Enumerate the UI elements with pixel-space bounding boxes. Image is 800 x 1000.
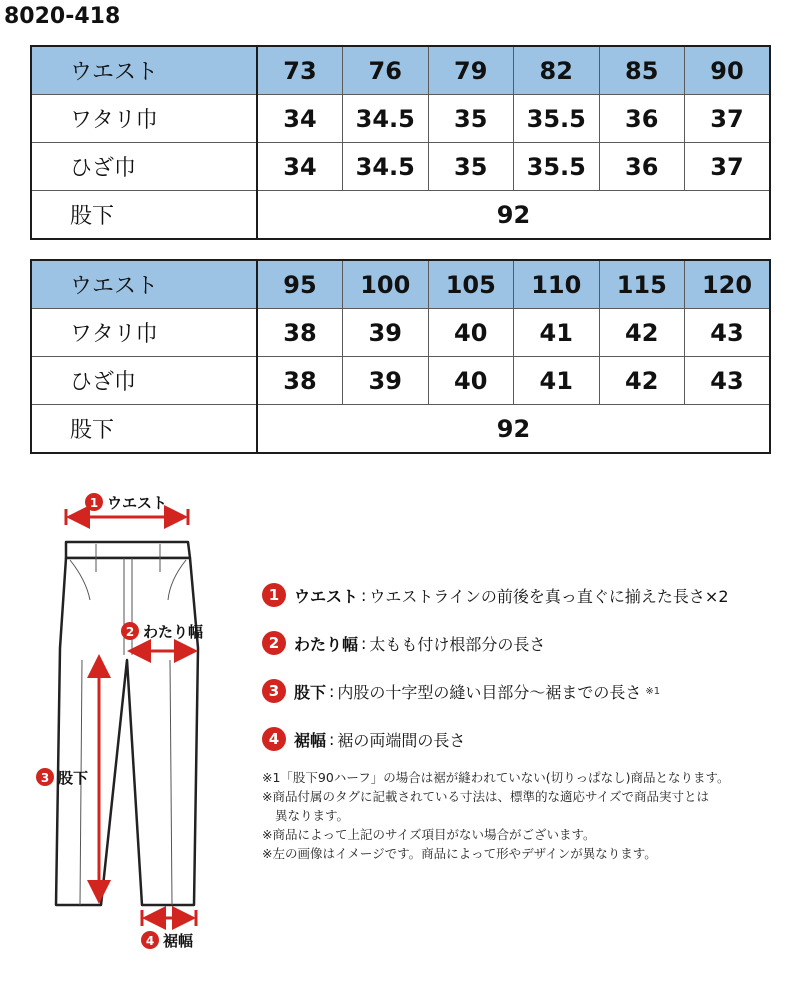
label-text: ウエスト [107,494,168,512]
label-text: わたり幅 [143,623,204,641]
note-2: ※商品付属のタグに記載されている寸法は、標準的な適応サイズで商品実寸とは [262,789,709,804]
cell: 90 [685,46,771,95]
cell: 42 [599,309,685,357]
legend-term: ウエスト [294,586,359,606]
cell: 34.5 [343,143,429,191]
legend-term: 股下 [294,682,327,702]
cell: 34 [257,95,343,143]
cell: 37 [685,95,771,143]
cell: 40 [428,309,514,357]
cell: 42 [599,357,685,405]
cell: 76 [343,46,429,95]
cell: 36 [599,95,685,143]
cell: 92 [257,191,770,240]
cell: 35.5 [514,95,600,143]
cell: 92 [257,405,770,454]
cell: 40 [428,357,514,405]
cell: 41 [514,357,600,405]
label-hem [141,931,193,950]
cell: 38 [257,357,343,405]
legend-term: わたり幅 [294,634,359,654]
cell: 82 [514,46,600,95]
label-inseam [36,768,88,787]
legend-separator: : [361,633,367,653]
notes [262,768,782,863]
cell: 35 [428,95,514,143]
label-num: 1 [89,496,99,510]
label-num: 4 [145,934,155,948]
row-label: ワタリ巾 [31,309,257,357]
table-row-knee [31,357,770,405]
label-num: 3 [40,771,50,785]
table-row-knee [31,143,770,191]
size-table-2 [30,259,771,454]
legend-separator: : [329,681,335,701]
legend-item-hem [262,727,792,751]
cell: 35.5 [514,143,600,191]
legend-separator: : [329,729,335,749]
cell: 79 [428,46,514,95]
legend-item-inseam [262,679,792,703]
cell: 34.5 [343,95,429,143]
legend-term: 裾幅 [294,730,327,750]
cell: 41 [514,309,600,357]
cell: 85 [599,46,685,95]
table-row-inseam [31,191,770,240]
cell: 43 [685,309,771,357]
cell: 43 [685,357,771,405]
row-label: ウエスト [31,46,257,95]
legend-item-thigh [262,631,792,655]
note-3: ※商品によって上記のサイズ項目がない場合がございます。 [262,827,596,842]
cell: 39 [343,309,429,357]
label-thigh [121,622,203,641]
note-2-continued: 異なります。 [275,808,350,823]
legend-description: 内股の十字型の縫い目部分〜裾までの長さ [337,682,642,702]
legend-description: ウエストラインの前後を真っ直ぐに揃えた長さ×2 [369,586,729,606]
cell: 35 [428,143,514,191]
row-label: ワタリ巾 [31,95,257,143]
table-row-inseam [31,405,770,454]
cell: 105 [428,260,514,309]
cell: 100 [343,260,429,309]
row-label: 股下 [31,191,257,240]
row-label: ひざ巾 [31,357,257,405]
number-circle-4: 4 [262,727,286,751]
number-circle-1: 1 [262,583,286,607]
size-table-1 [30,45,771,240]
cell: 39 [343,357,429,405]
table-row-thigh [31,309,770,357]
footnote-ref: ※1 [645,685,661,697]
cell: 95 [257,260,343,309]
label-text: 股下 [58,769,89,787]
cell: 115 [599,260,685,309]
legend-description: 太もも付け根部分の長さ [369,634,546,654]
legend-description: 裾の両端間の長さ [337,730,466,750]
cell: 120 [685,260,771,309]
label-waist [85,493,167,512]
row-label: ウエスト [31,260,257,309]
pants-outline [56,542,198,905]
cell: 37 [685,143,771,191]
note-1: ※1「股下90ハーフ」の場合は裾が縫われていない(切りっぱなし)商品となります。 [262,770,730,785]
cell: 34 [257,143,343,191]
table-row-waist [31,46,770,95]
number-circle-3: 3 [262,679,286,703]
cell: 38 [257,309,343,357]
table-row-waist [31,260,770,309]
number-circle-2: 2 [262,631,286,655]
pants-diagram [0,480,240,950]
label-text: 裾幅 [163,932,194,950]
label-num: 2 [125,625,135,639]
legend-separator: : [361,585,367,605]
legend-item-waist [262,583,792,607]
table-row-thigh [31,95,770,143]
row-label: ひざ巾 [31,143,257,191]
hem-arrow [142,910,196,926]
row-label: 股下 [31,405,257,454]
measurement-legend [262,583,792,775]
cell: 73 [257,46,343,95]
cell: 110 [514,260,600,309]
product-code: 8020-418 [4,4,121,29]
note-4: ※左の画像はイメージです。商品によって形やデザインが異なります。 [262,846,657,861]
cell: 36 [599,143,685,191]
